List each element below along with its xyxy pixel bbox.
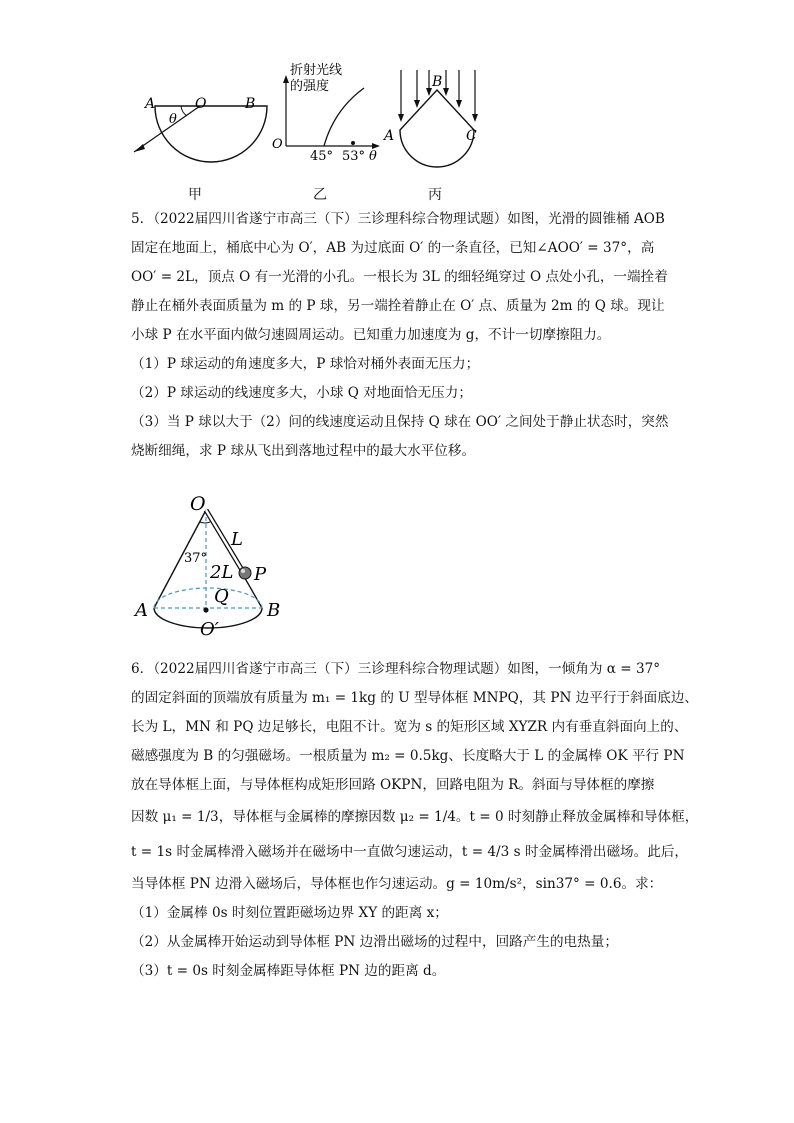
label-L: L xyxy=(231,529,243,550)
label-B: B xyxy=(267,600,281,621)
origin-label: O xyxy=(272,137,283,152)
label-B: B xyxy=(432,74,443,90)
q6-line: 长为 L，MN 和 PQ 边足够长，电阻不计。宽为 s 的矩形区域 XYZR 内有垂直斜面向上的、 xyxy=(131,719,688,735)
ylabel-line2: 的强度 xyxy=(290,79,330,94)
label-A: A xyxy=(135,600,148,621)
label-O-prime: O′ xyxy=(200,619,219,640)
label-P: P xyxy=(254,564,267,585)
caption-bing: 丙 xyxy=(428,187,442,203)
label-C: C xyxy=(466,128,477,144)
q5-line: OO′ = 2L，顶点 O 有一光滑的小孔。一根长为 3L 的细轻绳穿过 O 点处小孔，一端拴着 xyxy=(131,269,668,285)
label-theta: θ xyxy=(169,112,177,127)
q5-subquestion-3: （3）当 P 球以大于（2）问的线速度运动且保持 Q 球在 OO′ 之间处于静止状态时，突然 xyxy=(131,414,669,430)
tick-45: 45° xyxy=(310,149,334,164)
label-2L: 2L xyxy=(210,562,234,583)
caption-jia: 甲 xyxy=(188,187,202,203)
q6-line: 6．（2022届四川省遂宁市高三（下）三诊理科综合物理试题）如图，一倾角为 α = 37° xyxy=(131,661,661,677)
ylabel-line1: 折射光线 xyxy=(290,63,343,78)
q6-line: 磁感强度为 B 的匀强磁场。一根质量为 m₂ = 0.5kg、长度略大于 L 的金属棒 OK 平行 PN xyxy=(131,748,685,764)
q5-line: 小球 P 在水平面内做匀速圆周运动。已知重力加速度为 g，不计一切摩擦阻力。 xyxy=(131,327,611,343)
label-Q: Q xyxy=(214,586,229,607)
q6-line: 因数 μ₁ = 1/3，导体框与金属棒的摩擦因数 μ₂ = 1/4。t = 0 时刻静止释放金属棒和导体框， xyxy=(131,809,699,825)
figure-yi xyxy=(268,58,388,168)
q5-line: 静止在桶外表面质量为 m 的 P 球，另一端拴着静止在 O′ 点、质量为 2m 的 Q 球。现让 xyxy=(131,298,665,314)
question-6 xyxy=(131,655,699,986)
xlabel-theta: θ xyxy=(369,149,377,164)
label-A: A xyxy=(384,128,395,144)
q5-subquestion-1: （1）P 球运动的角速度多大，P 球恰对桶外表面无压力； xyxy=(131,356,480,372)
figure-bing xyxy=(380,68,495,180)
q5-line: 固定在地面上，桶底中心为 O′，AB 为过底面 O′ 的一条直径，已知∠AOO′ = 37°，高 xyxy=(131,240,655,256)
figure-cone xyxy=(130,490,290,640)
label-O: O xyxy=(195,96,207,112)
question-5 xyxy=(131,205,671,466)
q5-line: 烧断细绳，求 P 球从飞出到落地过程中的最大水平位移。 xyxy=(131,443,476,459)
q6-subquestion-1: （1）金属棒 0s 时刻位置距磁场边界 XY 的距离 x； xyxy=(131,905,448,921)
label-37: 37° xyxy=(184,551,208,566)
q5-line: 5．（2022届四川省遂宁市高三（下）三诊理科综合物理试题）如图，光滑的圆锥桶 AOB xyxy=(131,211,665,227)
q6-line: t = 1s 时金属棒滑入磁场并在磁场中一直做匀速运动，t = 4/3 s 时金属棒滑出磁场。此后， xyxy=(131,844,689,860)
label-O: O xyxy=(190,493,206,515)
label-A: A xyxy=(145,96,156,112)
label-B: B xyxy=(245,96,256,112)
figure-jia xyxy=(125,92,275,172)
q6-line: 当导体框 PN 边滑入磁场后，导体框也作匀速运动。g = 10m/s²，sin37° = 0.6。求： xyxy=(131,876,663,892)
q6-line: 放在导体框上面，与导体框构成矩形回路 OKPN，回路电阻为 R。斜面与导体框的摩擦 xyxy=(131,777,655,793)
q5-subquestion-2: （2）P 球运动的线速度多大，小球 Q 对地面恰无压力； xyxy=(131,385,472,401)
caption-yi: 乙 xyxy=(313,187,327,203)
tick-53: 53° xyxy=(342,149,366,164)
q6-subquestion-3: （3）t = 0s 时刻金属棒距导体框 PN 边的距离 d。 xyxy=(131,963,446,979)
q6-subquestion-2: （2）从金属棒开始运动到导体框 PN 边滑出磁场的过程中，回路产生的电热量； xyxy=(131,934,618,950)
q6-line: 的固定斜面的顶端放有质量为 m₁ = 1kg 的 U 型导体框 MNPQ，其 PN 边平行于斜面底边、 xyxy=(131,690,699,706)
